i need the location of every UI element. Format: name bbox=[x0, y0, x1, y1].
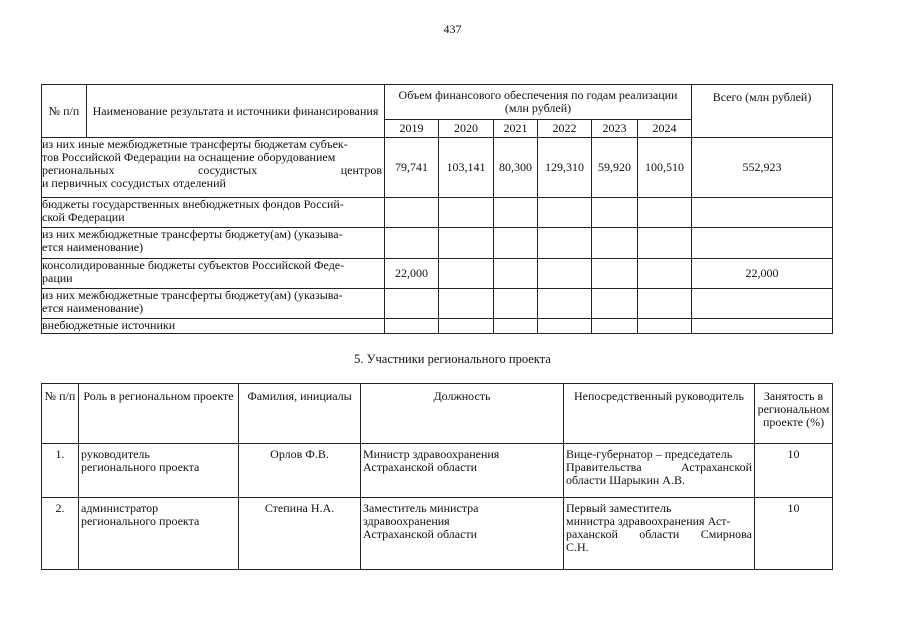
desc-line: ется наименование) bbox=[42, 301, 144, 315]
header-position: Должность bbox=[361, 384, 564, 444]
position-line: Астраханской области bbox=[363, 527, 478, 541]
value-2022 bbox=[538, 198, 592, 228]
row-description bbox=[42, 138, 385, 198]
value-2021 bbox=[494, 228, 538, 259]
desc-line: из них межбюджетные трансферты бюджету(ам) (указыва- bbox=[42, 288, 343, 302]
participant-position bbox=[361, 444, 564, 498]
financing-table bbox=[41, 84, 833, 334]
desc-line: рации bbox=[42, 271, 73, 285]
value-total bbox=[692, 198, 833, 228]
role-line: администратор bbox=[81, 501, 159, 515]
year-header: 2024 bbox=[638, 120, 692, 138]
supervisor-line: раханской области Смирнова bbox=[566, 527, 752, 541]
value-2019: 79,741 bbox=[385, 138, 439, 198]
header-employment: Занятость в региональном проекте (%) bbox=[755, 384, 833, 444]
table-row bbox=[42, 138, 833, 198]
participant-employment: 10 bbox=[755, 498, 833, 570]
value-2023 bbox=[592, 228, 638, 259]
row-description bbox=[42, 319, 385, 334]
participant-supervisor bbox=[564, 498, 755, 570]
table-row bbox=[42, 289, 833, 319]
value-2021 bbox=[494, 198, 538, 228]
value-total bbox=[692, 228, 833, 259]
participant-num: 1. bbox=[42, 444, 79, 498]
year-header: 2021 bbox=[494, 120, 538, 138]
year-header: 2022 bbox=[538, 120, 592, 138]
position-line: Астраханской области bbox=[363, 460, 478, 474]
value-2024: 100,510 bbox=[638, 138, 692, 198]
participant-employment: 10 bbox=[755, 444, 833, 498]
header-volume: Объем финансового обеспечения по годам реализации (млн рублей) bbox=[385, 85, 692, 120]
table-row bbox=[42, 498, 833, 570]
participant-role bbox=[79, 444, 239, 498]
value-total bbox=[692, 289, 833, 319]
supervisor-line: области Шарыкин А.В. bbox=[566, 473, 685, 487]
value-2020 bbox=[439, 259, 494, 289]
value-2024 bbox=[638, 228, 692, 259]
year-header: 2023 bbox=[592, 120, 638, 138]
value-2021 bbox=[494, 289, 538, 319]
value-2020 bbox=[439, 319, 494, 334]
position-line: Заместитель министра bbox=[363, 501, 479, 515]
value-2019: 22,000 bbox=[385, 259, 439, 289]
value-total: 22,000 bbox=[692, 259, 833, 289]
value-2024 bbox=[638, 198, 692, 228]
row-description bbox=[42, 228, 385, 259]
desc-line: и первичных сосудистых отделений bbox=[42, 176, 226, 190]
value-2020: 103,141 bbox=[439, 138, 494, 198]
participant-name: Степина Н.А. bbox=[239, 498, 361, 570]
position-line: здравоохранения bbox=[363, 514, 450, 528]
desc-line: ской Федерации bbox=[42, 210, 125, 224]
position-line: Министр здравоохранения bbox=[363, 447, 500, 461]
value-2019 bbox=[385, 319, 439, 334]
value-2023: 59,920 bbox=[592, 138, 638, 198]
value-2024 bbox=[638, 289, 692, 319]
participant-num: 2. bbox=[42, 498, 79, 570]
participant-position bbox=[361, 498, 564, 570]
table-row bbox=[42, 319, 833, 334]
value-total: 552,923 bbox=[692, 138, 833, 198]
role-line: регионального проекта bbox=[81, 460, 200, 474]
supervisor-line: Первый заместитель bbox=[566, 501, 672, 515]
participants-table bbox=[41, 383, 833, 570]
value-2021: 80,300 bbox=[494, 138, 538, 198]
row-description bbox=[42, 198, 385, 228]
participant-name: Орлов Ф.В. bbox=[239, 444, 361, 498]
value-2023 bbox=[592, 259, 638, 289]
value-2023 bbox=[592, 198, 638, 228]
desc-line: из них межбюджетные трансферты бюджету(ам) (указыва- bbox=[42, 227, 343, 241]
value-2019 bbox=[385, 289, 439, 319]
value-2019 bbox=[385, 228, 439, 259]
value-2023 bbox=[592, 319, 638, 334]
desc-line: тов Российской Федерации на оснащение оборудованием bbox=[42, 150, 336, 164]
value-2024 bbox=[638, 259, 692, 289]
row-description bbox=[42, 259, 385, 289]
header-total: Всего (млн рублей) bbox=[692, 85, 833, 138]
supervisor-line: министра здравоохранения Аст- bbox=[566, 514, 731, 528]
table-row bbox=[42, 228, 833, 259]
year-header: 2020 bbox=[439, 120, 494, 138]
value-2020 bbox=[439, 228, 494, 259]
value-2023 bbox=[592, 289, 638, 319]
value-2021 bbox=[494, 259, 538, 289]
header-name: Фамилия, инициалы bbox=[239, 384, 361, 444]
value-2022 bbox=[538, 228, 592, 259]
value-2022: 129,310 bbox=[538, 138, 592, 198]
value-2022 bbox=[538, 289, 592, 319]
page-number: 437 bbox=[443, 22, 462, 36]
value-2020 bbox=[439, 289, 494, 319]
participant-role bbox=[79, 498, 239, 570]
header-num: № п/п bbox=[42, 85, 87, 138]
desc-line: ется наименование) bbox=[42, 240, 144, 254]
value-2020 bbox=[439, 198, 494, 228]
value-2024 bbox=[638, 319, 692, 334]
table-row bbox=[42, 259, 833, 289]
supervisor-line: С.Н. bbox=[566, 540, 589, 554]
supervisor-line: Вице-губернатор – председатель bbox=[566, 447, 733, 461]
value-2019 bbox=[385, 198, 439, 228]
supervisor-line: Правительства Астраханской bbox=[566, 460, 752, 474]
desc-line: бюджеты государственных внебюджетных фондов Россий- bbox=[42, 197, 344, 211]
year-header: 2019 bbox=[385, 120, 439, 138]
value-2022 bbox=[538, 259, 592, 289]
role-line: руководитель bbox=[81, 447, 150, 461]
role-line: регионального проекта bbox=[81, 514, 200, 528]
participant-supervisor bbox=[564, 444, 755, 498]
table-row bbox=[42, 198, 833, 228]
desc-line: региональных сосудистых центров bbox=[42, 163, 382, 177]
header-num: № п/п bbox=[42, 384, 79, 444]
value-total bbox=[692, 319, 833, 334]
desc-line: из них иные межбюджетные трансферты бюджетам субъек- bbox=[42, 137, 348, 151]
value-2021 bbox=[494, 319, 538, 334]
value-2022 bbox=[538, 319, 592, 334]
desc-line: консолидированные бюджеты субъектов Российской Феде- bbox=[42, 258, 345, 272]
header-supervisor: Непосредственный руководитель bbox=[564, 384, 755, 444]
section-title: 5. Участники регионального проекта bbox=[354, 352, 551, 366]
table-row bbox=[42, 444, 833, 498]
header-role: Роль в региональном проекте bbox=[79, 384, 239, 444]
desc-line: внебюджетные источники bbox=[42, 318, 176, 332]
row-description bbox=[42, 289, 385, 319]
header-name: Наименование результата и источники финансирования bbox=[87, 85, 385, 138]
